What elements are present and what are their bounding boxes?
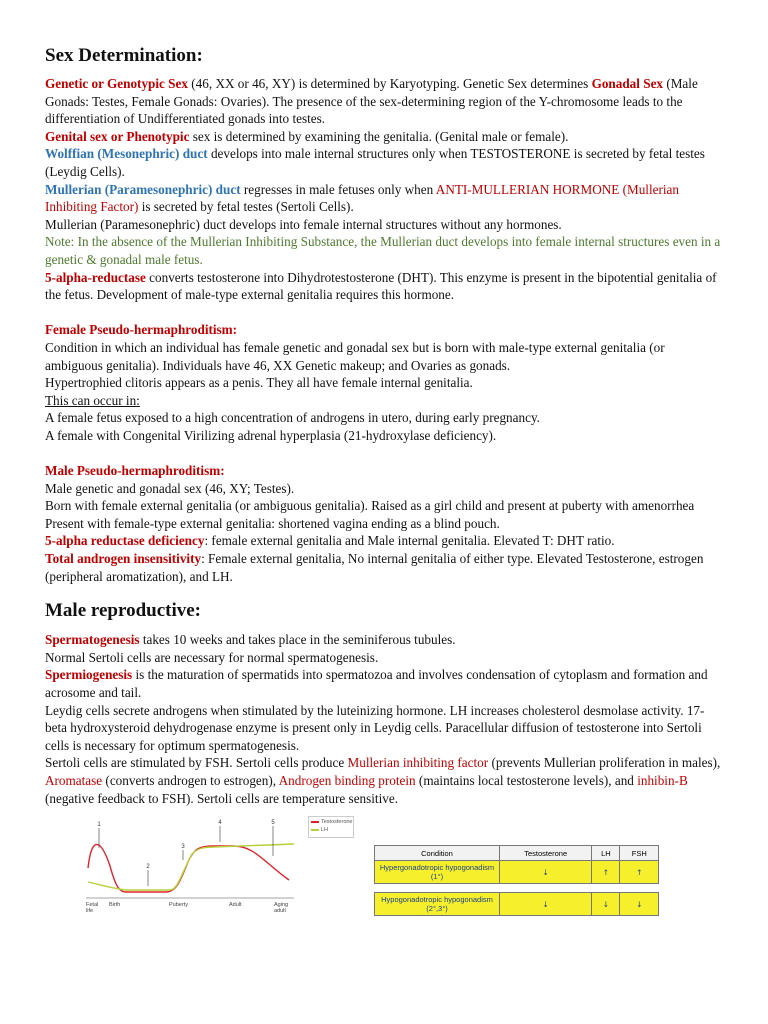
term: Wolffian (Mesonephric) duct <box>45 146 208 162</box>
term: inhibin-B <box>637 772 688 788</box>
table-cell: ↑ <box>592 861 620 884</box>
paragraph: A female with Congenital Virilizing adrenal hyperplasia (21-hydroxylase deficiency). <box>45 427 497 443</box>
x-tick-label: Puberty <box>169 902 188 908</box>
table-cell: ↓ <box>500 893 592 916</box>
paragraph: Mullerian (Paramesonephric) duct regresses in male fetuses only when ANTI-MULLERIAN HORMONE (Mullerian Inhibiting Factor) is secreted by fetal testes (Sertoli Cells). <box>45 181 679 215</box>
table-cell: ↓ <box>620 893 659 916</box>
table-row <box>375 861 659 884</box>
table-cell: ↑ <box>620 861 659 884</box>
legend-lh: LH <box>321 827 329 833</box>
term: Spermatogenesis <box>45 632 140 648</box>
term: Mullerian (Paramesonephric) duct <box>45 181 241 197</box>
hormone-levels-figure <box>84 812 314 927</box>
subsection-title-male-pseudo: Male Pseudo-hermaphroditism: <box>45 463 225 479</box>
paragraph: Condition in which an individual has female genetic and gonadal sex but is born with male-type external genitalia (or ambiguous genitalia). Individuals have 46, XX Genetic makeup; and Ovaries as gonads. <box>45 339 665 373</box>
term: Genital sex or Phenotypic <box>45 128 190 144</box>
section-title-sex-determination: Sex Determination: <box>45 45 203 66</box>
table-cell: Hypergonadotropic hypogonadism (1°) <box>375 861 500 884</box>
table-header-row <box>375 846 659 861</box>
table-row <box>375 893 659 916</box>
x-tick-label: Aging adult <box>274 902 289 914</box>
testosterone-curve <box>88 844 289 892</box>
term: Spermiogenesis <box>45 667 133 683</box>
paragraph: Genetic or Genotypic Sex (46, XX or 46, XY) is determined by Karyotyping. Genetic Sex determines Gonadal Sex (Male Gonads: Testes, Female Gonads: Ovaries). The presence of the sex-determining region of the Y-chromosome leads to the differentiation of Undifferentiated gonads into testes. <box>45 76 698 127</box>
term: Gonadal Sex <box>591 76 664 91</box>
x-tick-label: Adult <box>229 902 242 908</box>
x-tick-label: Fetal life <box>86 902 99 914</box>
paragraph: Mullerian (Paramesonephric) duct develops into female internal structures without any hormones. <box>45 216 562 232</box>
term: Genetic or Genotypic Sex <box>45 76 188 91</box>
marker-label: 5 <box>271 820 275 826</box>
paragraph: A female fetus exposed to a high concentration of androgens in utero, during early pregnancy. <box>45 410 540 426</box>
lh-curve <box>88 844 294 890</box>
section-title-male-reproductive: Male reproductive: <box>45 600 202 622</box>
column-header: Testosterone <box>500 846 592 861</box>
paragraph: Total androgen insensitivity: Female external genitalia, No internal genitalia of either type. Elevated Testosterone, estrogen (peripheral aromatization), and LH. <box>45 551 704 584</box>
term: ANTI-MULLERIAN HORMONE (Mullerian Inhibiting Factor) <box>45 181 679 215</box>
paragraph: 5-alpha reductase deficiency: female external genitalia and Male internal genitalia. Elevated T: DHT ratio. <box>45 533 615 549</box>
table-cell: Hypogonadotropic hypogonadism (2°,3°) <box>375 893 500 916</box>
term: 5-alpha reductase deficiency <box>45 533 205 549</box>
paragraph: Spermiogenesis is the maturation of spermatids into spermatozoa and involves condensation of cytoplasm and formation and acrosome and tail. <box>45 667 708 700</box>
paragraph: This can occur in: <box>45 392 140 408</box>
paragraph: Hypertrophied clitoris appears as a penis. They all have female internal genitalia. <box>45 375 473 391</box>
paragraph: Spermatogenesis takes 10 weeks and takes place in the seminiferous tubules. <box>45 632 456 648</box>
subsection-title-female-pseudo: Female Pseudo-hermaphroditism: <box>45 322 238 338</box>
paragraph: Normal Sertoli cells are necessary for normal spermatogenesis. <box>45 649 379 665</box>
marker-label: 1 <box>97 822 101 828</box>
x-tick-label: Birth <box>109 902 121 908</box>
figure-legend <box>308 816 354 838</box>
marker-label: 3 <box>181 844 185 850</box>
term: Aromatase <box>45 772 103 788</box>
paragraph: Genital sex or Phenotypic sex is determined by examining the genitalia. (Genital male or female). <box>45 128 569 144</box>
table-cell: ↓ <box>592 893 620 916</box>
paragraph: Leydig cells secrete androgens when stimulated by the luteinizing hormone. LH increases cholesterol desmolase activity. 17-beta hydroxysteroid dehydrogenase enzyme is present only in Leydig cells. Paracellular diffusion of testosterone into Sertoli cells is necessary for optimum spermatogenesis. <box>45 702 705 753</box>
term: Total androgen insensitivity <box>45 551 202 567</box>
paragraph: Wolffian (Mesonephric) duct develops into male internal structures only when TESTOSTERONE is secreted by fetal testes (Leydig Cells). <box>45 146 705 179</box>
column-header: Condition <box>375 846 500 861</box>
table-cell: ↓ <box>500 861 592 884</box>
column-header: FSH <box>620 846 659 861</box>
paragraph: Born with female external genitalia (or ambiguous genitalia). Raised as a girl child and present at puberty with amenorrhea Present with female-type external genitalia: shortened vagina ending as a blind pouch. <box>45 498 695 531</box>
hypogonadism-table <box>374 845 659 916</box>
document-body <box>45 44 725 807</box>
paragraph: 5-alpha-reductase converts testosterone into Dihydrotestosterone (DHT). This enzyme is present in the bipotential genitalia of the fetus. Development of male-type external genitalia requires this hormone. <box>45 269 717 303</box>
note: Note: In the absence of the Mullerian Inhibiting Substance, the Mullerian duct develops into female internal structures even in a genetic & gonadal male fetus. <box>45 234 721 267</box>
paragraph: Male genetic and gonadal sex (46, XY; Testes). <box>45 480 295 496</box>
legend-testosterone: Testosterone <box>321 819 353 825</box>
term: Mullerian inhibiting factor <box>347 755 489 771</box>
term: 5-alpha-reductase <box>45 269 146 285</box>
column-header: LH <box>592 846 620 861</box>
term: Androgen binding protein <box>278 772 416 788</box>
marker-label: 2 <box>146 864 150 870</box>
marker-label: 4 <box>218 820 222 826</box>
paragraph: Sertoli cells are stimulated by FSH. Sertoli cells produce Mullerian inhibiting factor (prevents Mullerian proliferation in males), Aromatase (converts androgen to estrogen), Androgen binding protein (maintains local testosterone levels), and inhibin-B (negative feedback to FSH). Sertoli cells are temperature sensitive. <box>45 755 721 806</box>
